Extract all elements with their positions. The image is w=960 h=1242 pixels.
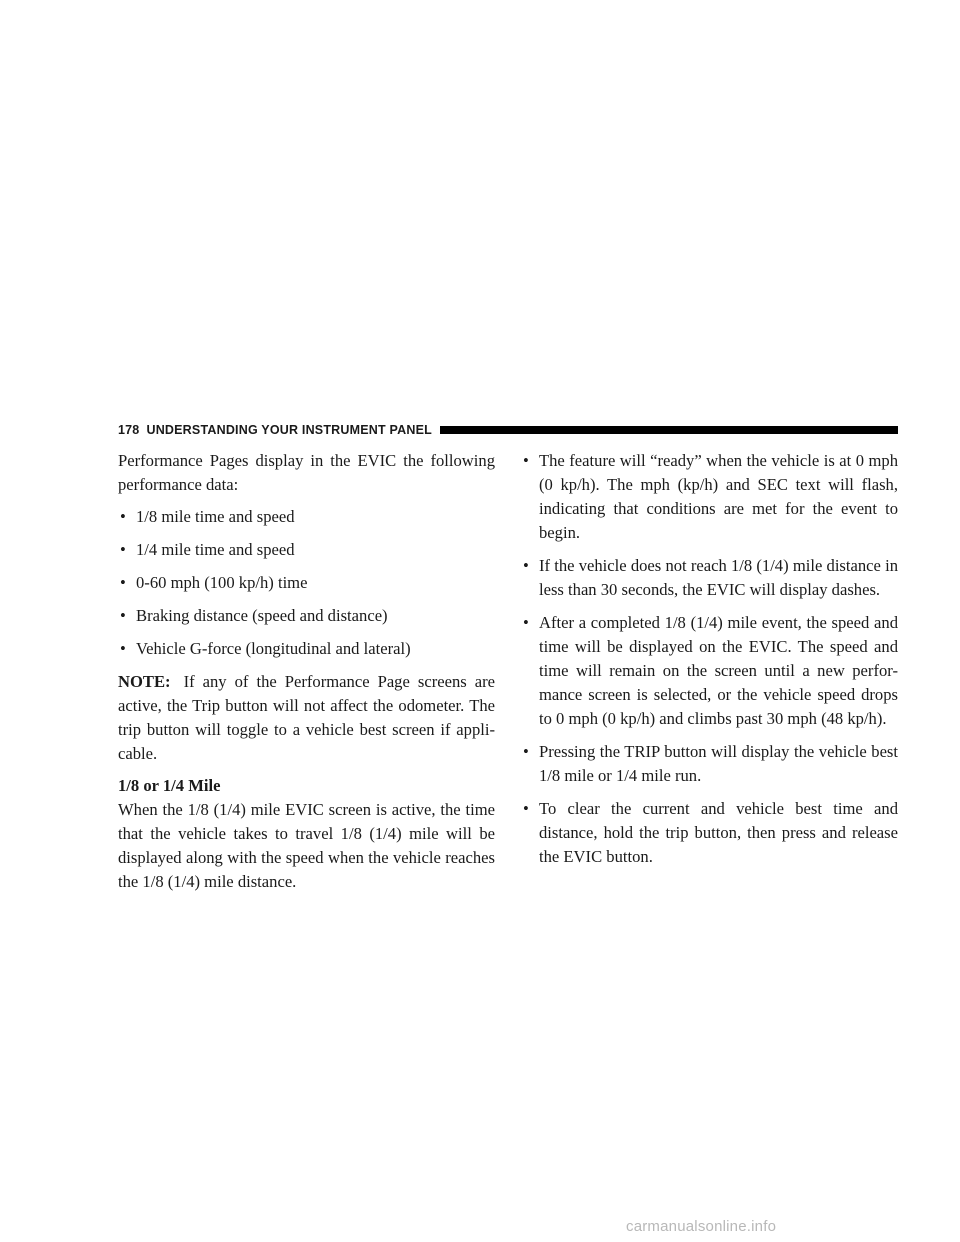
note-text: If any of the Performance Page screens are active, the Trip button will not affect the odometer. The trip button will toggle to a vehicle best screen if appli-cable. bbox=[118, 672, 495, 763]
bullet-text: Pressing the TRIP button will display the vehicle best 1/8 mile or 1/4 mile run. bbox=[539, 742, 898, 785]
note-paragraph bbox=[118, 670, 495, 766]
bullet-text: To clear the current and vehicle best time and distance, hold the trip button, then press and release the EVIC button. bbox=[539, 799, 898, 866]
bullet-item bbox=[521, 797, 898, 869]
bullet-text: Vehicle G-force (longitudinal and lateral) bbox=[136, 639, 411, 658]
bullet-dot: • bbox=[523, 613, 529, 632]
bullet-item bbox=[521, 449, 898, 545]
bullet-dot: • bbox=[523, 556, 529, 575]
bullet-text: The feature will “ready” when the vehicle is at 0 mph (0 kp/h). The mph (kp/h) and SEC text will flash, indicating that conditions are met for the event to begin. bbox=[539, 451, 898, 542]
intro-paragraph: Performance Pages display in the EVIC the following performance data: bbox=[118, 451, 495, 494]
bullet-item bbox=[118, 538, 495, 562]
bullet-text: Braking distance (speed and distance) bbox=[136, 606, 388, 625]
bullet-dot: • bbox=[120, 639, 126, 658]
page-header bbox=[118, 421, 898, 439]
body-paragraph: When the 1/8 (1/4) mile EVIC screen is active, the time that the vehicle takes to travel 1/8 (1/4) mile will be displayed along with the speed when the vehicle reaches the 1/8 (1/4) mile distance. bbox=[118, 800, 495, 891]
bullet-dot: • bbox=[523, 742, 529, 761]
bullet-item bbox=[118, 505, 495, 529]
section-heading: 1/8 or 1/4 Mile bbox=[118, 776, 221, 795]
bullet-dot: • bbox=[120, 540, 126, 559]
bullet-text: If the vehicle does not reach 1/8 (1/4) mile distance in less than 30 seconds, the EVIC will display dashes. bbox=[539, 556, 898, 599]
bullet-item bbox=[118, 604, 495, 628]
page-number: 178 bbox=[118, 423, 140, 437]
section-title: UNDERSTANDING YOUR INSTRUMENT PANEL bbox=[146, 423, 432, 437]
bullet-dot: • bbox=[120, 606, 126, 625]
bullet-item bbox=[521, 740, 898, 788]
watermark[interactable]: carmanualsonline.info bbox=[626, 1218, 777, 1235]
bullet-item bbox=[521, 554, 898, 602]
bullet-dot: • bbox=[120, 507, 126, 526]
bullet-text: 1/8 mile time and speed bbox=[136, 507, 295, 526]
bullet-dot: • bbox=[523, 799, 529, 818]
note-label: NOTE: bbox=[118, 672, 171, 691]
header-rule bbox=[440, 426, 898, 434]
left-column bbox=[118, 449, 495, 894]
bullet-dot: • bbox=[120, 573, 126, 592]
right-column bbox=[521, 449, 898, 869]
bullet-item bbox=[118, 571, 495, 595]
bullet-dot: • bbox=[523, 451, 529, 470]
bullet-item bbox=[521, 611, 898, 731]
bullet-text: After a completed 1/8 (1/4) mile event, the speed and time will be displayed on the EVIC. The speed and time will remain on the screen until a new perfor-mance screen is selected, or the vehicle speed drops to 0 mph (0 kp/h) and climbs past 30 mph (48 kp/h). bbox=[539, 613, 898, 728]
bullet-text: 1/4 mile time and speed bbox=[136, 540, 295, 559]
bullet-text: 0-60 mph (100 kp/h) time bbox=[136, 573, 308, 592]
bullet-item bbox=[118, 637, 495, 661]
